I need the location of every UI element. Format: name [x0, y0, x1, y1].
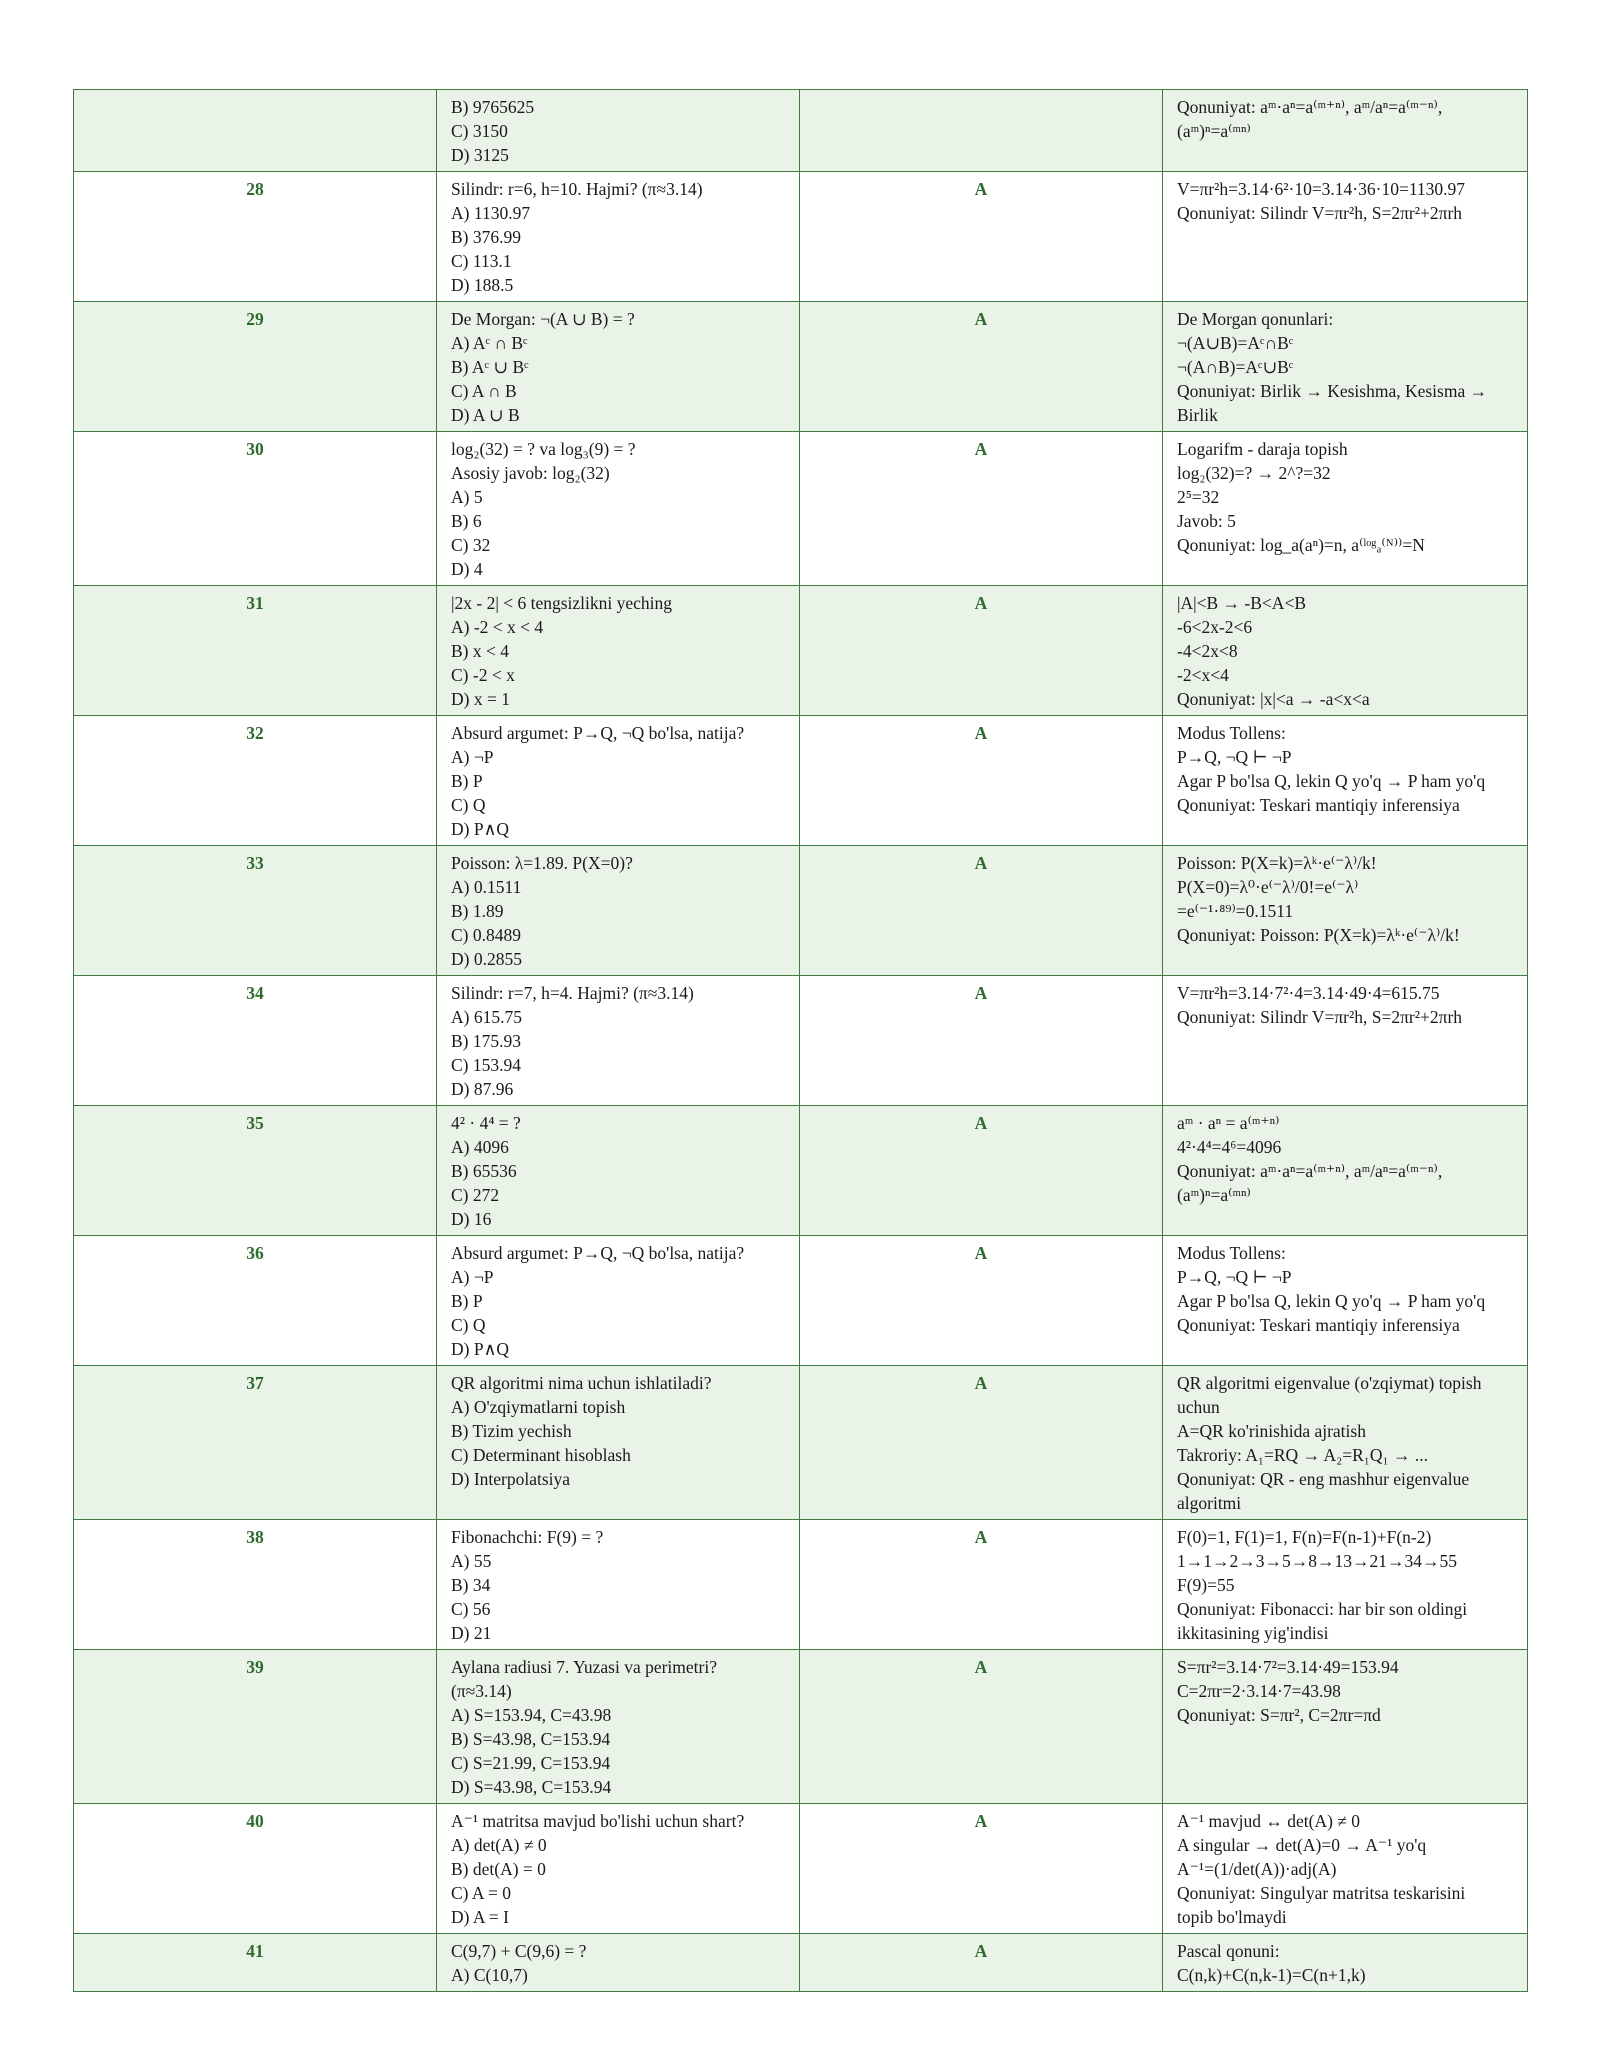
question-number: 32	[74, 716, 437, 846]
explanation-line: S=πr²=3.14·7²=3.14·49=153.94	[1177, 1657, 1399, 1677]
answer-option: C) -2 < x	[451, 665, 515, 685]
explanation-line: Poisson: P(X=k)=λᵏ·e⁽⁻λ⁾/k!	[1177, 853, 1377, 873]
explanation-line: aᵐ · aⁿ = a⁽ᵐ⁺ⁿ⁾	[1177, 1113, 1280, 1133]
explanation-cell	[1163, 716, 1528, 846]
question-number: 36	[74, 1236, 437, 1366]
question-text: log₂(32) = ? va log₃(9) = ?	[451, 439, 636, 459]
answer-option: A) 1130.97	[451, 203, 531, 223]
explanation-line: (aᵐ)ⁿ=a⁽ᵐⁿ⁾	[1177, 1185, 1251, 1205]
question-number: 37	[74, 1366, 437, 1520]
table-row	[74, 432, 1528, 586]
answer-option: C) Q	[451, 1315, 486, 1335]
correct-answer: A	[800, 1236, 1163, 1366]
explanation-line: Qonuniyat: Silindr V=πr²h, S=2πr²+2πrh	[1177, 1007, 1463, 1027]
table-row	[74, 1934, 1528, 1992]
answer-option: C) 272	[451, 1185, 500, 1205]
correct-answer: A	[800, 1650, 1163, 1804]
table-row	[74, 1366, 1528, 1520]
answer-option: A) 615.75	[451, 1007, 522, 1027]
question-cell	[437, 846, 800, 976]
explanation-line: P(X=0)=λ⁰·e⁽⁻λ⁾/0!=e⁽⁻λ⁾	[1177, 877, 1359, 897]
explanation-line: log₂(32)=? → 2^?=32	[1177, 463, 1331, 483]
question-text: C(9,7) + C(9,6) = ?	[451, 1941, 587, 1961]
explanation-line: -6<2x-2<6	[1177, 617, 1253, 637]
question-text: Absurd argumet: P→Q, ¬Q bo'lsa, natija?	[451, 1243, 745, 1263]
explanation-line: De Morgan qonunlari:	[1177, 309, 1334, 329]
answer-option: D) 87.96	[451, 1079, 514, 1099]
answer-option: A) C(10,7)	[451, 1965, 528, 1985]
question-number: 30	[74, 432, 437, 586]
question-cell	[437, 716, 800, 846]
answer-option: B) P	[451, 771, 483, 791]
answer-option: C) A ∩ B	[451, 381, 517, 401]
answer-option: C) 113.1	[451, 251, 512, 271]
table-row	[74, 586, 1528, 716]
question-number: 39	[74, 1650, 437, 1804]
explanation-line: Qonuniyat: Teskari mantiqiy inferensiya	[1177, 1315, 1460, 1335]
table-row	[74, 90, 1528, 172]
explanation-line: 2⁵=32	[1177, 487, 1220, 507]
answer-option: C) 153.94	[451, 1055, 521, 1075]
correct-answer: A	[800, 716, 1163, 846]
explanation-line: Qonuniyat: Teskari mantiqiy inferensiya	[1177, 795, 1460, 815]
answer-option: A) Aᶜ ∩ Bᶜ	[451, 333, 528, 353]
explanation-line: Qonuniyat: Singulyar matritsa teskarisini	[1177, 1883, 1466, 1903]
question-text: Silindr: r=7, h=4. Hajmi? (π≈3.14)	[451, 983, 694, 1003]
question-text: De Morgan: ¬(A ∪ B) = ?	[451, 309, 635, 329]
answer-option: B) S=43.98, C=153.94	[451, 1729, 611, 1749]
question-text: Poisson: λ=1.89. P(X=0)?	[451, 853, 633, 873]
answer-option: D) 3125	[451, 145, 509, 165]
explanation-line: (aᵐ)ⁿ=a⁽ᵐⁿ⁾	[1177, 121, 1251, 141]
explanation-line: 4²·4⁴=4⁶=4096	[1177, 1137, 1282, 1157]
explanation-line: Qonuniyat: log_a(aⁿ)=n, a⁽ˡᵒᵍₐ⁽ᴺ⁾⁾=N	[1177, 535, 1425, 555]
explanation-line: A⁻¹ mavjud ↔ det(A) ≠ 0	[1177, 1811, 1361, 1831]
answer-option: B) 34	[451, 1575, 491, 1595]
explanation-line: -2<x<4	[1177, 665, 1229, 685]
answer-option: A) 0.1511	[451, 877, 522, 897]
explanation-line: 1→1→2→3→5→8→13→21→34→55	[1177, 1551, 1457, 1571]
correct-answer: A	[800, 586, 1163, 716]
table-row	[74, 846, 1528, 976]
answer-option: A) -2 < x < 4	[451, 617, 544, 637]
answer-option: D) x = 1	[451, 689, 510, 709]
explanation-cell	[1163, 1520, 1528, 1650]
question-number: 31	[74, 586, 437, 716]
explanation-line: -4<2x<8	[1177, 641, 1238, 661]
explanation-line: ikkitasining yig'indisi	[1177, 1623, 1329, 1643]
answer-option: A) ¬P	[451, 747, 494, 767]
answer-option: B) 6	[451, 511, 482, 531]
answer-option: C) A = 0	[451, 1883, 511, 1903]
answer-option: B) P	[451, 1291, 483, 1311]
answer-option: D) 188.5	[451, 275, 514, 295]
answer-option: B) 175.93	[451, 1031, 521, 1051]
explanation-line: P→Q, ¬Q ⊢ ¬P	[1177, 1267, 1292, 1287]
answer-option: B) 65536	[451, 1161, 517, 1181]
question-number: 28	[74, 172, 437, 302]
explanation-line: QR algoritmi eigenvalue (o'zqiymat) topish	[1177, 1373, 1482, 1393]
explanation-line: P→Q, ¬Q ⊢ ¬P	[1177, 747, 1292, 767]
correct-answer: A	[800, 1804, 1163, 1934]
answer-option: D) 21	[451, 1623, 492, 1643]
explanation-cell	[1163, 302, 1528, 432]
table-row	[74, 1804, 1528, 1934]
correct-answer: A	[800, 1106, 1163, 1236]
explanation-line: Modus Tollens:	[1177, 1243, 1286, 1263]
question-text: |2x - 2| < 6 tengsizlikni yeching	[451, 593, 673, 613]
question-number: 29	[74, 302, 437, 432]
explanation-line: Agar P bo'lsa Q, lekin Q yo'q → P ham yo'q	[1177, 771, 1486, 791]
correct-answer: A	[800, 846, 1163, 976]
question-text: 4² · 4⁴ = ?	[451, 1113, 521, 1133]
explanation-line: =e⁽⁻¹·⁸⁹⁾=0.1511	[1177, 901, 1294, 921]
explanation-line: V=πr²h=3.14·6²·10=3.14·36·10=1130.97	[1177, 179, 1466, 199]
answer-option: A) 4096	[451, 1137, 509, 1157]
question-text: Absurd argumet: P→Q, ¬Q bo'lsa, natija?	[451, 723, 745, 743]
answer-option: B) Aᶜ ∪ Bᶜ	[451, 357, 529, 377]
answer-option: (π≈3.14)	[451, 1681, 512, 1701]
question-number: 38	[74, 1520, 437, 1650]
explanation-line: Qonuniyat: QR - eng mashhur eigenvalue	[1177, 1469, 1470, 1489]
explanation-line: C=2πr=2·3.14·7=43.98	[1177, 1681, 1341, 1701]
explanation-line: Takroriy: A₁=RQ → A₂=R₁Q₁ → ...	[1177, 1445, 1428, 1465]
table-row	[74, 302, 1528, 432]
answer-option: C) 32	[451, 535, 491, 555]
question-text: Silindr: r=6, h=10. Hajmi? (π≈3.14)	[451, 179, 703, 199]
explanation-line: Qonuniyat: Fibonacci: har bir son oldingi	[1177, 1599, 1468, 1619]
explanation-cell	[1163, 976, 1528, 1106]
correct-answer: A	[800, 1934, 1163, 1992]
explanation-line: |A|<B → -B<A<B	[1177, 593, 1306, 613]
explanation-line: F(9)=55	[1177, 1575, 1235, 1595]
question-text: Aylana radiusi 7. Yuzasi va perimetri?	[451, 1657, 717, 1677]
answer-option: D) Interpolatsiya	[451, 1469, 571, 1489]
table-row	[74, 716, 1528, 846]
table-row	[74, 172, 1528, 302]
explanation-cell	[1163, 1650, 1528, 1804]
correct-answer: A	[800, 976, 1163, 1106]
answer-option: D) P∧Q	[451, 819, 510, 839]
answer-option: B) det(A) = 0	[451, 1859, 546, 1879]
explanation-line: Qonuniyat: aᵐ·aⁿ=a⁽ᵐ⁺ⁿ⁾, aᵐ/aⁿ=a⁽ᵐ⁻ⁿ⁾,	[1177, 1161, 1443, 1181]
explanation-line: Javob: 5	[1177, 511, 1236, 531]
answer-option: A) S=153.94, C=43.98	[451, 1705, 612, 1725]
question-number: 33	[74, 846, 437, 976]
table-row	[74, 976, 1528, 1106]
question-text: QR algoritmi nima uchun ishlatiladi?	[451, 1373, 712, 1393]
question-number: 35	[74, 1106, 437, 1236]
answer-option: D) P∧Q	[451, 1339, 510, 1359]
correct-answer: A	[800, 172, 1163, 302]
question-text: A⁻¹ matritsa mavjud bo'lishi uchun shart?	[451, 1811, 745, 1831]
question-cell	[437, 1106, 800, 1236]
answer-key-table	[73, 89, 1528, 1992]
question-cell	[437, 1366, 800, 1520]
question-cell	[437, 432, 800, 586]
question-number	[74, 90, 437, 172]
explanation-cell	[1163, 172, 1528, 302]
question-cell	[437, 586, 800, 716]
question-number: 40	[74, 1804, 437, 1934]
table-row	[74, 1236, 1528, 1366]
answer-key-body	[74, 90, 1528, 1992]
answer-option: C) Q	[451, 795, 486, 815]
explanation-line: Qonuniyat: aᵐ·aⁿ=a⁽ᵐ⁺ⁿ⁾, aᵐ/aⁿ=a⁽ᵐ⁻ⁿ⁾,	[1177, 97, 1443, 117]
explanation-line: A⁻¹=(1/det(A))·adj(A)	[1177, 1859, 1337, 1879]
table-row	[74, 1650, 1528, 1804]
correct-answer: A	[800, 432, 1163, 586]
explanation-line: Pascal qonuni:	[1177, 1941, 1280, 1961]
answer-option: D) A ∪ B	[451, 405, 520, 425]
question-number: 34	[74, 976, 437, 1106]
question-text: Fibonachchi: F(9) = ?	[451, 1527, 604, 1547]
table-row	[74, 1520, 1528, 1650]
answer-option: Asosiy javob: log₂(32)	[451, 463, 610, 483]
explanation-line: Qonuniyat: Poisson: P(X=k)=λᵏ·e⁽⁻λ⁾/k!	[1177, 925, 1460, 945]
answer-option: B) 376.99	[451, 227, 521, 247]
explanation-line: algoritmi	[1177, 1493, 1242, 1513]
answer-option: B) Tizim yechish	[451, 1421, 572, 1441]
question-cell	[437, 1520, 800, 1650]
answer-option: D) 4	[451, 559, 483, 579]
table-row	[74, 1106, 1528, 1236]
explanation-line: Qonuniyat: Silindr V=πr²h, S=2πr²+2πrh	[1177, 203, 1463, 223]
answer-option: C) S=21.99, C=153.94	[451, 1753, 611, 1773]
explanation-line: A singular → det(A)=0 → A⁻¹ yo'q	[1177, 1835, 1427, 1855]
explanation-line: ¬(A∩B)=Aᶜ∪Bᶜ	[1177, 357, 1294, 377]
question-number: 41	[74, 1934, 437, 1992]
explanation-line: Qonuniyat: S=πr², C=2πr=πd	[1177, 1705, 1381, 1725]
answer-option: D) A = I	[451, 1907, 509, 1927]
explanation-line: Agar P bo'lsa Q, lekin Q yo'q → P ham yo'q	[1177, 1291, 1486, 1311]
explanation-line: Qonuniyat: Birlik → Kesishma, Kesisma →	[1177, 381, 1488, 401]
explanation-cell	[1163, 586, 1528, 716]
explanation-line: Qonuniyat: |x|<a → -a<x<a	[1177, 689, 1370, 709]
explanation-line: Modus Tollens:	[1177, 723, 1286, 743]
explanation-line: ¬(A∪B)=Aᶜ∩Bᶜ	[1177, 333, 1294, 353]
answer-option: D) S=43.98, C=153.94	[451, 1777, 612, 1797]
explanation-cell	[1163, 1106, 1528, 1236]
explanation-line: C(n,k)+C(n,k-1)=C(n+1,k)	[1177, 1965, 1366, 1985]
question-cell	[437, 302, 800, 432]
explanation-cell	[1163, 1804, 1528, 1934]
explanation-cell	[1163, 1236, 1528, 1366]
question-cell	[437, 976, 800, 1106]
explanation-cell	[1163, 432, 1528, 586]
answer-option: C) 3150	[451, 121, 508, 141]
question-cell	[437, 1934, 800, 1992]
answer-option: C) 56	[451, 1599, 491, 1619]
explanation-cell	[1163, 1366, 1528, 1520]
answer-option: B) x < 4	[451, 641, 509, 661]
answer-option: C) Determinant hisoblash	[451, 1445, 631, 1465]
correct-answer: A	[800, 1520, 1163, 1650]
answer-option: A) det(A) ≠ 0	[451, 1835, 547, 1855]
answer-option: A) ¬P	[451, 1267, 494, 1287]
question-text: B) 9765625	[451, 97, 535, 117]
explanation-line: V=πr²h=3.14·7²·4=3.14·49·4=615.75	[1177, 983, 1440, 1003]
question-cell	[437, 1236, 800, 1366]
correct-answer: A	[800, 302, 1163, 432]
answer-option: C) 0.8489	[451, 925, 521, 945]
question-cell	[437, 90, 800, 172]
explanation-line: Birlik	[1177, 405, 1218, 425]
explanation-cell	[1163, 846, 1528, 976]
correct-answer	[800, 90, 1163, 172]
answer-option: A) O'zqiymatlarni topish	[451, 1397, 626, 1417]
question-cell	[437, 1804, 800, 1934]
answer-option: A) 5	[451, 487, 483, 507]
explanation-cell	[1163, 1934, 1528, 1992]
answer-option: D) 0.2855	[451, 949, 522, 969]
answer-option: D) 16	[451, 1209, 492, 1229]
explanation-line: uchun	[1177, 1397, 1220, 1417]
answer-option: A) 55	[451, 1551, 492, 1571]
answer-option: B) 1.89	[451, 901, 504, 921]
correct-answer: A	[800, 1366, 1163, 1520]
question-cell	[437, 172, 800, 302]
explanation-line: A=QR ko'rinishida ajratish	[1177, 1421, 1366, 1441]
explanation-line: topib bo'lmaydi	[1177, 1907, 1287, 1927]
question-cell	[437, 1650, 800, 1804]
explanation-line: Logarifm - daraja topish	[1177, 439, 1348, 459]
explanation-cell	[1163, 90, 1528, 172]
explanation-line: F(0)=1, F(1)=1, F(n)=F(n-1)+F(n-2)	[1177, 1527, 1432, 1547]
